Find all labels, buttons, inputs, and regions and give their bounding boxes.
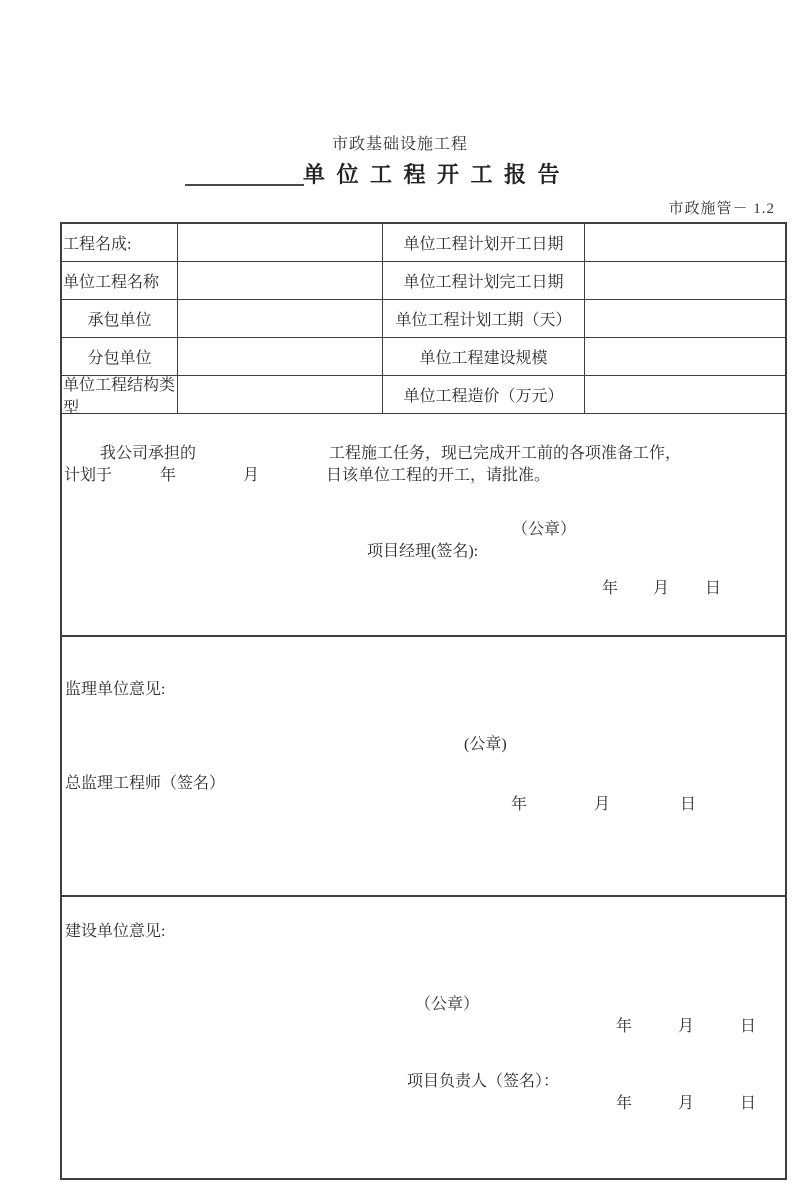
- project-cost-label: 单位工程造价（万元）: [383, 376, 585, 413]
- table-row: [62, 338, 785, 376]
- owner-representative-signature-label: 项目负责人（签名）：: [407, 1073, 560, 1090]
- supervisor-seal-label: (公章): [464, 736, 507, 753]
- supervisor-opinion-section: [62, 635, 785, 895]
- planned-finish-date-field[interactable]: [585, 262, 785, 299]
- title-blank-line[interactable]: [185, 184, 304, 186]
- info-table: [62, 224, 785, 417]
- contractor-date-year: 年: [602, 580, 619, 597]
- contractor-seal-label: （公章）: [512, 521, 577, 538]
- project-name-field[interactable]: [178, 224, 383, 261]
- supervisor-opinion-label: 监理单位意见:: [65, 681, 166, 698]
- contractor-date-day: 日: [705, 580, 722, 597]
- statement-line2-part2: 日该单位工程的开工，请批准。: [326, 467, 551, 484]
- construction-scale-field[interactable]: [585, 338, 785, 375]
- statement-line2-part1: 计划于: [64, 467, 113, 484]
- contractor-statement-section: [62, 414, 785, 635]
- table-row: [62, 262, 785, 300]
- table-row: [62, 224, 785, 262]
- form-code: 市政施管－ 1.2: [668, 201, 775, 217]
- subcontractor-field[interactable]: [178, 338, 383, 375]
- planned-duration-label: 单位工程计划工期（天）: [383, 300, 585, 337]
- chief-supervisor-signature-label: 总监理工程师（签名）: [65, 775, 226, 792]
- planned-start-date-label: 单位工程计划开工日期: [383, 224, 585, 261]
- contractor-field[interactable]: [178, 300, 383, 337]
- construction-scale-label: 单位工程建设规模: [383, 338, 585, 375]
- owner-date1-month: 月: [678, 1018, 695, 1035]
- planned-finish-date-label: 单位工程计划完工日期: [383, 262, 585, 299]
- unit-project-name-field[interactable]: [178, 262, 383, 299]
- planned-start-date-field[interactable]: [585, 224, 785, 261]
- contractor-label: 承包单位: [62, 300, 178, 337]
- supervisor-date-month: 月: [594, 796, 611, 813]
- owner-date2-day: 日: [740, 1095, 757, 1112]
- owner-opinion-section: [62, 895, 785, 1178]
- structure-type-field[interactable]: [178, 376, 383, 413]
- supervisor-date-year: 年: [511, 796, 528, 813]
- owner-date1-day: 日: [740, 1018, 757, 1035]
- owner-date1-year: 年: [616, 1018, 633, 1035]
- owner-opinion-label: 建设单位意见:: [65, 923, 166, 940]
- statement-line2-year: 年: [160, 467, 177, 484]
- structure-type-label: 单位工程结构类型: [62, 376, 178, 413]
- form-body: [60, 222, 787, 1180]
- statement-line1-part1: 我公司承担的: [100, 445, 197, 462]
- statement-line2-month: 月: [243, 467, 260, 484]
- owner-date2-month: 月: [678, 1095, 695, 1112]
- project-cost-field[interactable]: [585, 376, 785, 413]
- project-name-label: 工程名成:: [62, 224, 178, 261]
- form-title-row: [0, 156, 800, 192]
- subcontractor-label: 分包单位: [62, 338, 178, 375]
- owner-seal-label: （公章）: [415, 996, 480, 1013]
- form-title: 单 位 工 程 开 工 报 告: [303, 162, 563, 187]
- statement-line1-part2: 工程施工任务，现已完成开工前的各项准备工作，: [329, 445, 682, 462]
- project-manager-signature-label: 项目经理(签名):: [367, 543, 479, 560]
- planned-duration-field[interactable]: [585, 300, 785, 337]
- contractor-date-month: 月: [653, 580, 670, 597]
- form-subtitle: 市政基础设施工程: [331, 136, 468, 153]
- unit-project-name-label: 单位工程名称: [62, 262, 178, 299]
- table-row: [62, 300, 785, 338]
- table-row: [62, 376, 785, 417]
- owner-date2-year: 年: [616, 1095, 633, 1112]
- supervisor-date-day: 日: [680, 796, 697, 813]
